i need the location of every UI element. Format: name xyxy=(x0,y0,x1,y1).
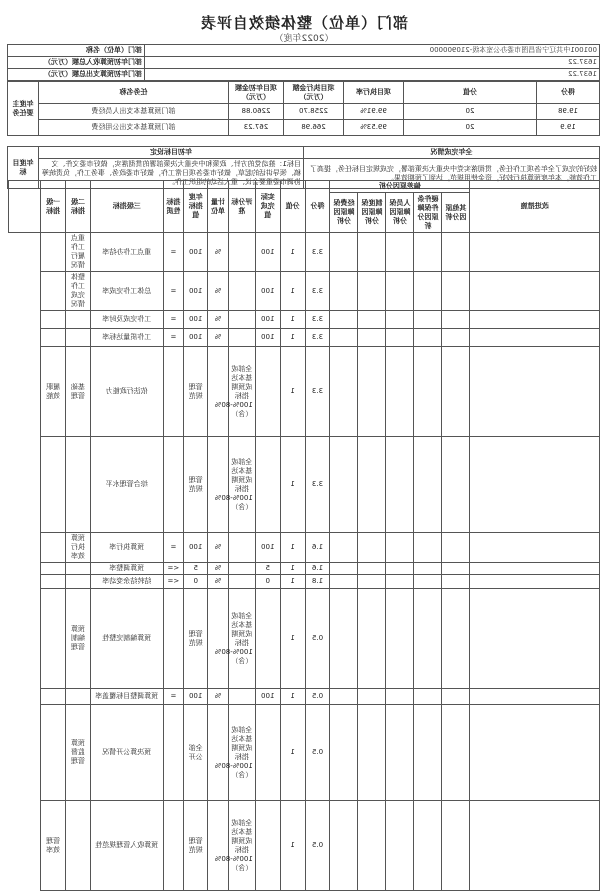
cell-a: 100 xyxy=(255,533,280,563)
table-row xyxy=(9,329,600,347)
table-row xyxy=(9,705,600,801)
cell-sc: 0.5 xyxy=(305,689,330,705)
cell-empty xyxy=(330,575,358,589)
cell-unit xyxy=(208,437,229,533)
col-measures: 改进措施 xyxy=(470,181,600,233)
table-row xyxy=(9,311,600,329)
cell-empty xyxy=(358,347,386,437)
cell-nature: = xyxy=(163,329,184,347)
page-subtitle: （2022年度） xyxy=(274,34,334,44)
cell-empty xyxy=(470,705,600,801)
table-row xyxy=(9,575,600,589)
cell-y: 管理规范 xyxy=(184,801,208,891)
col-score: 得分 xyxy=(305,181,330,233)
task-col-exec: 项目执行金额（万元） xyxy=(284,82,344,104)
cell-empty xyxy=(386,589,414,689)
cell-w: 1 xyxy=(280,233,305,272)
cell-l1: 履职效能 xyxy=(41,347,66,437)
cell-l1: 管理效率 xyxy=(41,801,66,891)
cell-empty xyxy=(414,329,442,347)
cell-empty xyxy=(442,347,470,437)
dept-value: 001001中共辽宁省昌图市委办公室本级-210900000 xyxy=(145,45,600,57)
cell-empty xyxy=(414,311,442,329)
header-table xyxy=(7,44,600,81)
income-value: 1637.22 xyxy=(145,57,600,69)
col-r4: 硬件条件保障原因分析 xyxy=(414,193,442,233)
cell-empty xyxy=(442,533,470,563)
cell-empty xyxy=(442,233,470,272)
cell-unit: % xyxy=(208,311,229,329)
cell-empty xyxy=(414,272,442,311)
page-title: 部门（单位）整体绩效自评表 xyxy=(200,14,409,32)
cell-empty xyxy=(330,689,358,705)
col-l3: 三级指标 xyxy=(90,181,163,233)
cell-w: 1 xyxy=(280,311,305,329)
cell-std xyxy=(228,689,255,705)
goals-row-label: 年度目标 xyxy=(8,147,39,189)
task-row-rate: 99.91% xyxy=(344,104,404,120)
cell-sc: 3.3 xyxy=(305,233,330,272)
cell-unit: % xyxy=(208,563,229,575)
cell-l3: 依法行政能力 xyxy=(90,347,163,437)
cell-sc: 3.3 xyxy=(305,347,330,437)
cell-w: 1 xyxy=(280,347,305,437)
cell-sc: 1.6 xyxy=(305,563,330,575)
col-r5: 其他原因分析 xyxy=(442,193,470,233)
cell-empty xyxy=(330,589,358,689)
cell-unit xyxy=(208,347,229,437)
cell-empty xyxy=(358,705,386,801)
col-r1: 经费保障原因分析 xyxy=(330,193,358,233)
cell-empty xyxy=(414,437,442,533)
cell-empty xyxy=(386,311,414,329)
cell-sc: 1.8 xyxy=(305,575,330,589)
cell-empty xyxy=(414,801,442,891)
tasks-table xyxy=(7,81,600,136)
cell-empty xyxy=(358,563,386,575)
cell-l2: 预算监督管理 xyxy=(66,705,91,801)
col-nature: 指标性质 xyxy=(163,181,184,233)
cell-l1 xyxy=(41,705,66,801)
table-row xyxy=(9,347,600,437)
cell-nature: = xyxy=(163,311,184,329)
cell-std xyxy=(228,575,255,589)
cell-sc: 3.3 xyxy=(305,437,330,533)
cell-empty xyxy=(358,311,386,329)
cell-empty xyxy=(442,311,470,329)
cell-sc: 1.6 xyxy=(305,533,330,563)
col-standard: 评分标准 xyxy=(228,181,255,233)
col-y-index: 年度指标值 xyxy=(184,181,208,233)
cell-nature: <= xyxy=(163,575,184,589)
cell-empty xyxy=(330,311,358,329)
actual-text: 较好的完成了全年各项工作任务，贯彻落实党中央重大决策部署，完成规定目标任务，提高了工作效能，本年度预算执行较好，资金使用规范，达到了预期效果。 xyxy=(304,159,600,189)
cell-empty xyxy=(442,563,470,575)
cell-nature: = xyxy=(163,272,184,311)
task-row-budget: 267.23 xyxy=(229,120,284,136)
cell-std xyxy=(228,329,255,347)
cell-empty xyxy=(470,347,600,437)
cell-empty xyxy=(442,272,470,311)
cell-empty xyxy=(470,533,600,563)
cell-empty xyxy=(470,233,600,272)
cell-nature xyxy=(163,705,184,801)
cell-w: 1 xyxy=(280,705,305,801)
cell-l2 xyxy=(66,437,91,533)
col-r2: 制度保障原因分析 xyxy=(358,193,386,233)
cell-empty xyxy=(414,689,442,705)
cell-empty xyxy=(470,272,600,311)
cell-l3: 重点工作办结率 xyxy=(90,233,163,272)
cell-empty xyxy=(414,233,442,272)
cell-empty xyxy=(414,563,442,575)
cell-empty xyxy=(330,329,358,347)
cell-l2: 预算执行效率 xyxy=(66,533,91,563)
cell-empty xyxy=(330,801,358,891)
cell-l2 xyxy=(66,689,91,705)
cell-empty xyxy=(330,233,358,272)
col-unit: 计量单位 xyxy=(208,181,229,233)
cell-w: 1 xyxy=(280,801,305,891)
cell-empty xyxy=(470,311,600,329)
cell-l1 xyxy=(41,689,66,705)
cell-std: 全部或基本达成预期指标100%-80%（含） xyxy=(228,801,255,891)
cell-nature: <= xyxy=(163,563,184,575)
cell-y: 管理规范 xyxy=(184,347,208,437)
cell-std xyxy=(228,563,255,575)
cell-a: 0 xyxy=(255,575,280,589)
cell-empty xyxy=(386,801,414,891)
cell-w: 1 xyxy=(280,689,305,705)
cell-empty xyxy=(414,589,442,689)
cell-a xyxy=(255,589,280,689)
cell-w: 1 xyxy=(280,575,305,589)
cell-unit xyxy=(208,705,229,801)
cell-empty xyxy=(358,801,386,891)
cell-nature xyxy=(163,347,184,437)
cell-l2 xyxy=(66,563,91,575)
cell-w: 1 xyxy=(280,589,305,689)
task-col-rate: 项目执行率 xyxy=(344,82,404,104)
cell-empty xyxy=(386,575,414,589)
cell-empty xyxy=(414,705,442,801)
table-row xyxy=(9,563,600,575)
cell-sc: 0.5 xyxy=(305,705,330,801)
cell-empty xyxy=(470,563,600,575)
cell-empty xyxy=(358,589,386,689)
cell-y: 0 xyxy=(184,575,208,589)
cell-l3: 预决算公开情况 xyxy=(90,705,163,801)
cell-empty xyxy=(358,437,386,533)
cell-l2: 重点工作履行情况 xyxy=(66,233,91,272)
dept-label: 部门（单位）名称 xyxy=(8,45,145,57)
task-row-name: 部门预算基本支出人员经费 xyxy=(39,104,229,120)
task-row-exec: 2258.70 xyxy=(284,104,344,120)
cell-nature: = xyxy=(163,233,184,272)
cell-empty xyxy=(386,347,414,437)
cell-nature xyxy=(163,589,184,689)
cell-empty xyxy=(414,575,442,589)
indicators-side-label xyxy=(9,181,41,233)
cell-nature: = xyxy=(163,689,184,705)
cell-unit xyxy=(208,589,229,689)
cell-l2: 整体工作完成情况 xyxy=(66,272,91,311)
task-col-name: 任务名称 xyxy=(39,82,229,104)
cell-empty xyxy=(386,563,414,575)
col-weight: 分值 xyxy=(280,181,305,233)
cell-l3: 工作质量达标率 xyxy=(90,329,163,347)
cell-empty xyxy=(442,329,470,347)
cell-y: 100 xyxy=(184,311,208,329)
cell-empty xyxy=(386,272,414,311)
cell-unit: % xyxy=(208,233,229,272)
cell-empty xyxy=(330,437,358,533)
cell-l1 xyxy=(41,329,66,347)
cell-w: 1 xyxy=(280,437,305,533)
cell-l3: 预算调整目标覆盖率 xyxy=(90,689,163,705)
cell-empty xyxy=(414,347,442,437)
cell-empty xyxy=(470,589,600,689)
cell-a xyxy=(255,801,280,891)
cell-empty xyxy=(442,589,470,689)
cell-empty xyxy=(470,801,600,891)
indicator-rows xyxy=(9,233,600,891)
cell-sc: 3.3 xyxy=(305,272,330,311)
cell-w: 1 xyxy=(280,533,305,563)
task-row-rate: 99.53% xyxy=(344,120,404,136)
cell-a xyxy=(255,347,280,437)
cell-l1 xyxy=(41,437,66,533)
cell-y: 100 xyxy=(184,329,208,347)
task-row-score: 19.9 xyxy=(537,120,600,136)
cell-nature: = xyxy=(163,533,184,563)
indicators-table xyxy=(8,180,600,891)
task-col-score: 得分 xyxy=(537,82,600,104)
cell-l2 xyxy=(66,311,91,329)
actual-header: 全年完成情况 xyxy=(304,147,600,159)
plan-header: 年初目标设定 xyxy=(39,147,304,159)
cell-sc: 3.3 xyxy=(305,311,330,329)
expense-value: 1637.22 xyxy=(145,69,600,81)
task-row-exec: 266.98 xyxy=(284,120,344,136)
cell-unit: % xyxy=(208,689,229,705)
task-row-score: 19.98 xyxy=(537,104,600,120)
cell-a: 100 xyxy=(255,272,280,311)
cell-unit: % xyxy=(208,533,229,563)
cell-a xyxy=(255,705,280,801)
cell-w: 1 xyxy=(280,563,305,575)
col-l1: 一级指标 xyxy=(41,181,66,233)
table-row xyxy=(9,533,600,563)
cell-empty xyxy=(330,533,358,563)
cell-l2: 基础管理 xyxy=(66,347,91,437)
cell-a: 100 xyxy=(255,233,280,272)
cell-unit: % xyxy=(208,272,229,311)
cell-a: 100 xyxy=(255,329,280,347)
cell-unit: % xyxy=(208,329,229,347)
cell-std xyxy=(228,233,255,272)
cell-std xyxy=(228,272,255,311)
cell-sc: 3.3 xyxy=(305,329,330,347)
cell-y: 管理规范 xyxy=(184,437,208,533)
cell-std xyxy=(228,533,255,563)
cell-empty xyxy=(330,272,358,311)
cell-std: 全部或基本达成预期指标100%-80%（含） xyxy=(228,347,255,437)
cell-empty xyxy=(442,437,470,533)
cell-l1 xyxy=(41,311,66,329)
cell-empty xyxy=(358,233,386,272)
cell-l1 xyxy=(41,575,66,589)
task-row-weight: 20 xyxy=(404,120,537,136)
cell-empty xyxy=(414,533,442,563)
cell-empty xyxy=(470,329,600,347)
cell-y: 100 xyxy=(184,689,208,705)
cell-empty xyxy=(358,272,386,311)
col-l2: 二级指标 xyxy=(66,181,91,233)
cell-l1 xyxy=(41,233,66,272)
cell-empty xyxy=(330,705,358,801)
cell-empty xyxy=(386,533,414,563)
cell-l3: 总体工作完成率 xyxy=(90,272,163,311)
cell-sc: 0.5 xyxy=(305,589,330,689)
cell-std xyxy=(228,311,255,329)
cell-std: 全部或基本达成预期指标100%-80%（含） xyxy=(228,437,255,533)
cell-l3: 预算执行率 xyxy=(90,533,163,563)
cell-empty xyxy=(358,575,386,589)
cell-empty xyxy=(386,705,414,801)
cell-empty xyxy=(442,705,470,801)
cell-y: 100 xyxy=(184,233,208,272)
task-col-budget: 项目年初金额（万元） xyxy=(229,82,284,104)
expense-label: 部门年初预算支出总额（万元） xyxy=(8,69,145,81)
cell-empty xyxy=(470,575,600,589)
col-reason-group: 偏差原因分析 xyxy=(330,181,470,193)
cell-y: 全部公开 xyxy=(184,705,208,801)
cell-l1 xyxy=(41,272,66,311)
table-row xyxy=(9,589,600,689)
table-row xyxy=(9,272,600,311)
cell-l3: 预算收入管理规范性 xyxy=(90,801,163,891)
income-label: 部门年初预算收入总额（万元） xyxy=(8,57,145,69)
cell-empty xyxy=(470,689,600,705)
cell-l3: 预算调整率 xyxy=(90,563,163,575)
task-row-weight: 20 xyxy=(404,104,537,120)
table-row xyxy=(9,689,600,705)
cell-l3: 工作完成及时率 xyxy=(90,311,163,329)
task-row-name: 部门预算基本支出公用经费 xyxy=(39,120,229,136)
cell-l2 xyxy=(66,801,91,891)
cell-l3: 结转结余变动率 xyxy=(90,575,163,589)
cell-y: 100 xyxy=(184,272,208,311)
cell-l3: 综合管理水平 xyxy=(90,437,163,533)
cell-empty xyxy=(330,563,358,575)
cell-w: 1 xyxy=(280,272,305,311)
cell-l1 xyxy=(41,533,66,563)
col-actual: 实际完成值 xyxy=(255,181,280,233)
plan-text: 目标1：推动党的方针、政策和中央重大决策部署的贯彻落实，做好市委文件、文稿、领导讲话的起草，做好市委各项日常工作，做好市委政务、事务工作，负责统筹协调市委重要会议、重大活动的组织工作。 xyxy=(39,159,304,189)
cell-std: 全部或基本达成预期指标100%-80%（含） xyxy=(228,705,255,801)
cell-nature xyxy=(163,437,184,533)
cell-empty xyxy=(386,689,414,705)
cell-empty xyxy=(386,329,414,347)
table-row xyxy=(9,233,600,272)
cell-y: 5 xyxy=(184,563,208,575)
cell-empty xyxy=(358,689,386,705)
cell-a: 100 xyxy=(255,689,280,705)
table-row xyxy=(9,437,600,533)
cell-nature xyxy=(163,801,184,891)
cell-a: 5 xyxy=(255,563,280,575)
cell-empty xyxy=(358,533,386,563)
cell-l2 xyxy=(66,575,91,589)
cell-l2 xyxy=(66,329,91,347)
cell-l2: 预算编制管理 xyxy=(66,589,91,689)
cell-a: 100 xyxy=(255,311,280,329)
cell-empty xyxy=(470,437,600,533)
cell-empty xyxy=(386,233,414,272)
cell-empty xyxy=(330,347,358,437)
cell-empty xyxy=(386,437,414,533)
cell-l1 xyxy=(41,589,66,689)
task-row-budget: 2260.88 xyxy=(229,104,284,120)
cell-y: 管理规范 xyxy=(184,589,208,689)
cell-l3: 预算编制完整性 xyxy=(90,589,163,689)
cell-w: 1 xyxy=(280,329,305,347)
cell-l1 xyxy=(41,563,66,575)
cell-a xyxy=(255,437,280,533)
cell-unit: % xyxy=(208,575,229,589)
cell-std: 全部或基本达成预期指标100%-80%（含） xyxy=(228,589,255,689)
col-r3: 人员保障原因分析 xyxy=(386,193,414,233)
cell-empty xyxy=(442,575,470,589)
task-col-weight: 分值 xyxy=(404,82,537,104)
cell-sc: 0.5 xyxy=(305,801,330,891)
cell-unit xyxy=(208,801,229,891)
cell-empty xyxy=(442,801,470,891)
tasks-row-label: 年度主要任务 xyxy=(8,82,39,136)
cell-y: 100 xyxy=(184,533,208,563)
cell-empty xyxy=(358,329,386,347)
table-row xyxy=(9,801,600,891)
cell-empty xyxy=(442,689,470,705)
